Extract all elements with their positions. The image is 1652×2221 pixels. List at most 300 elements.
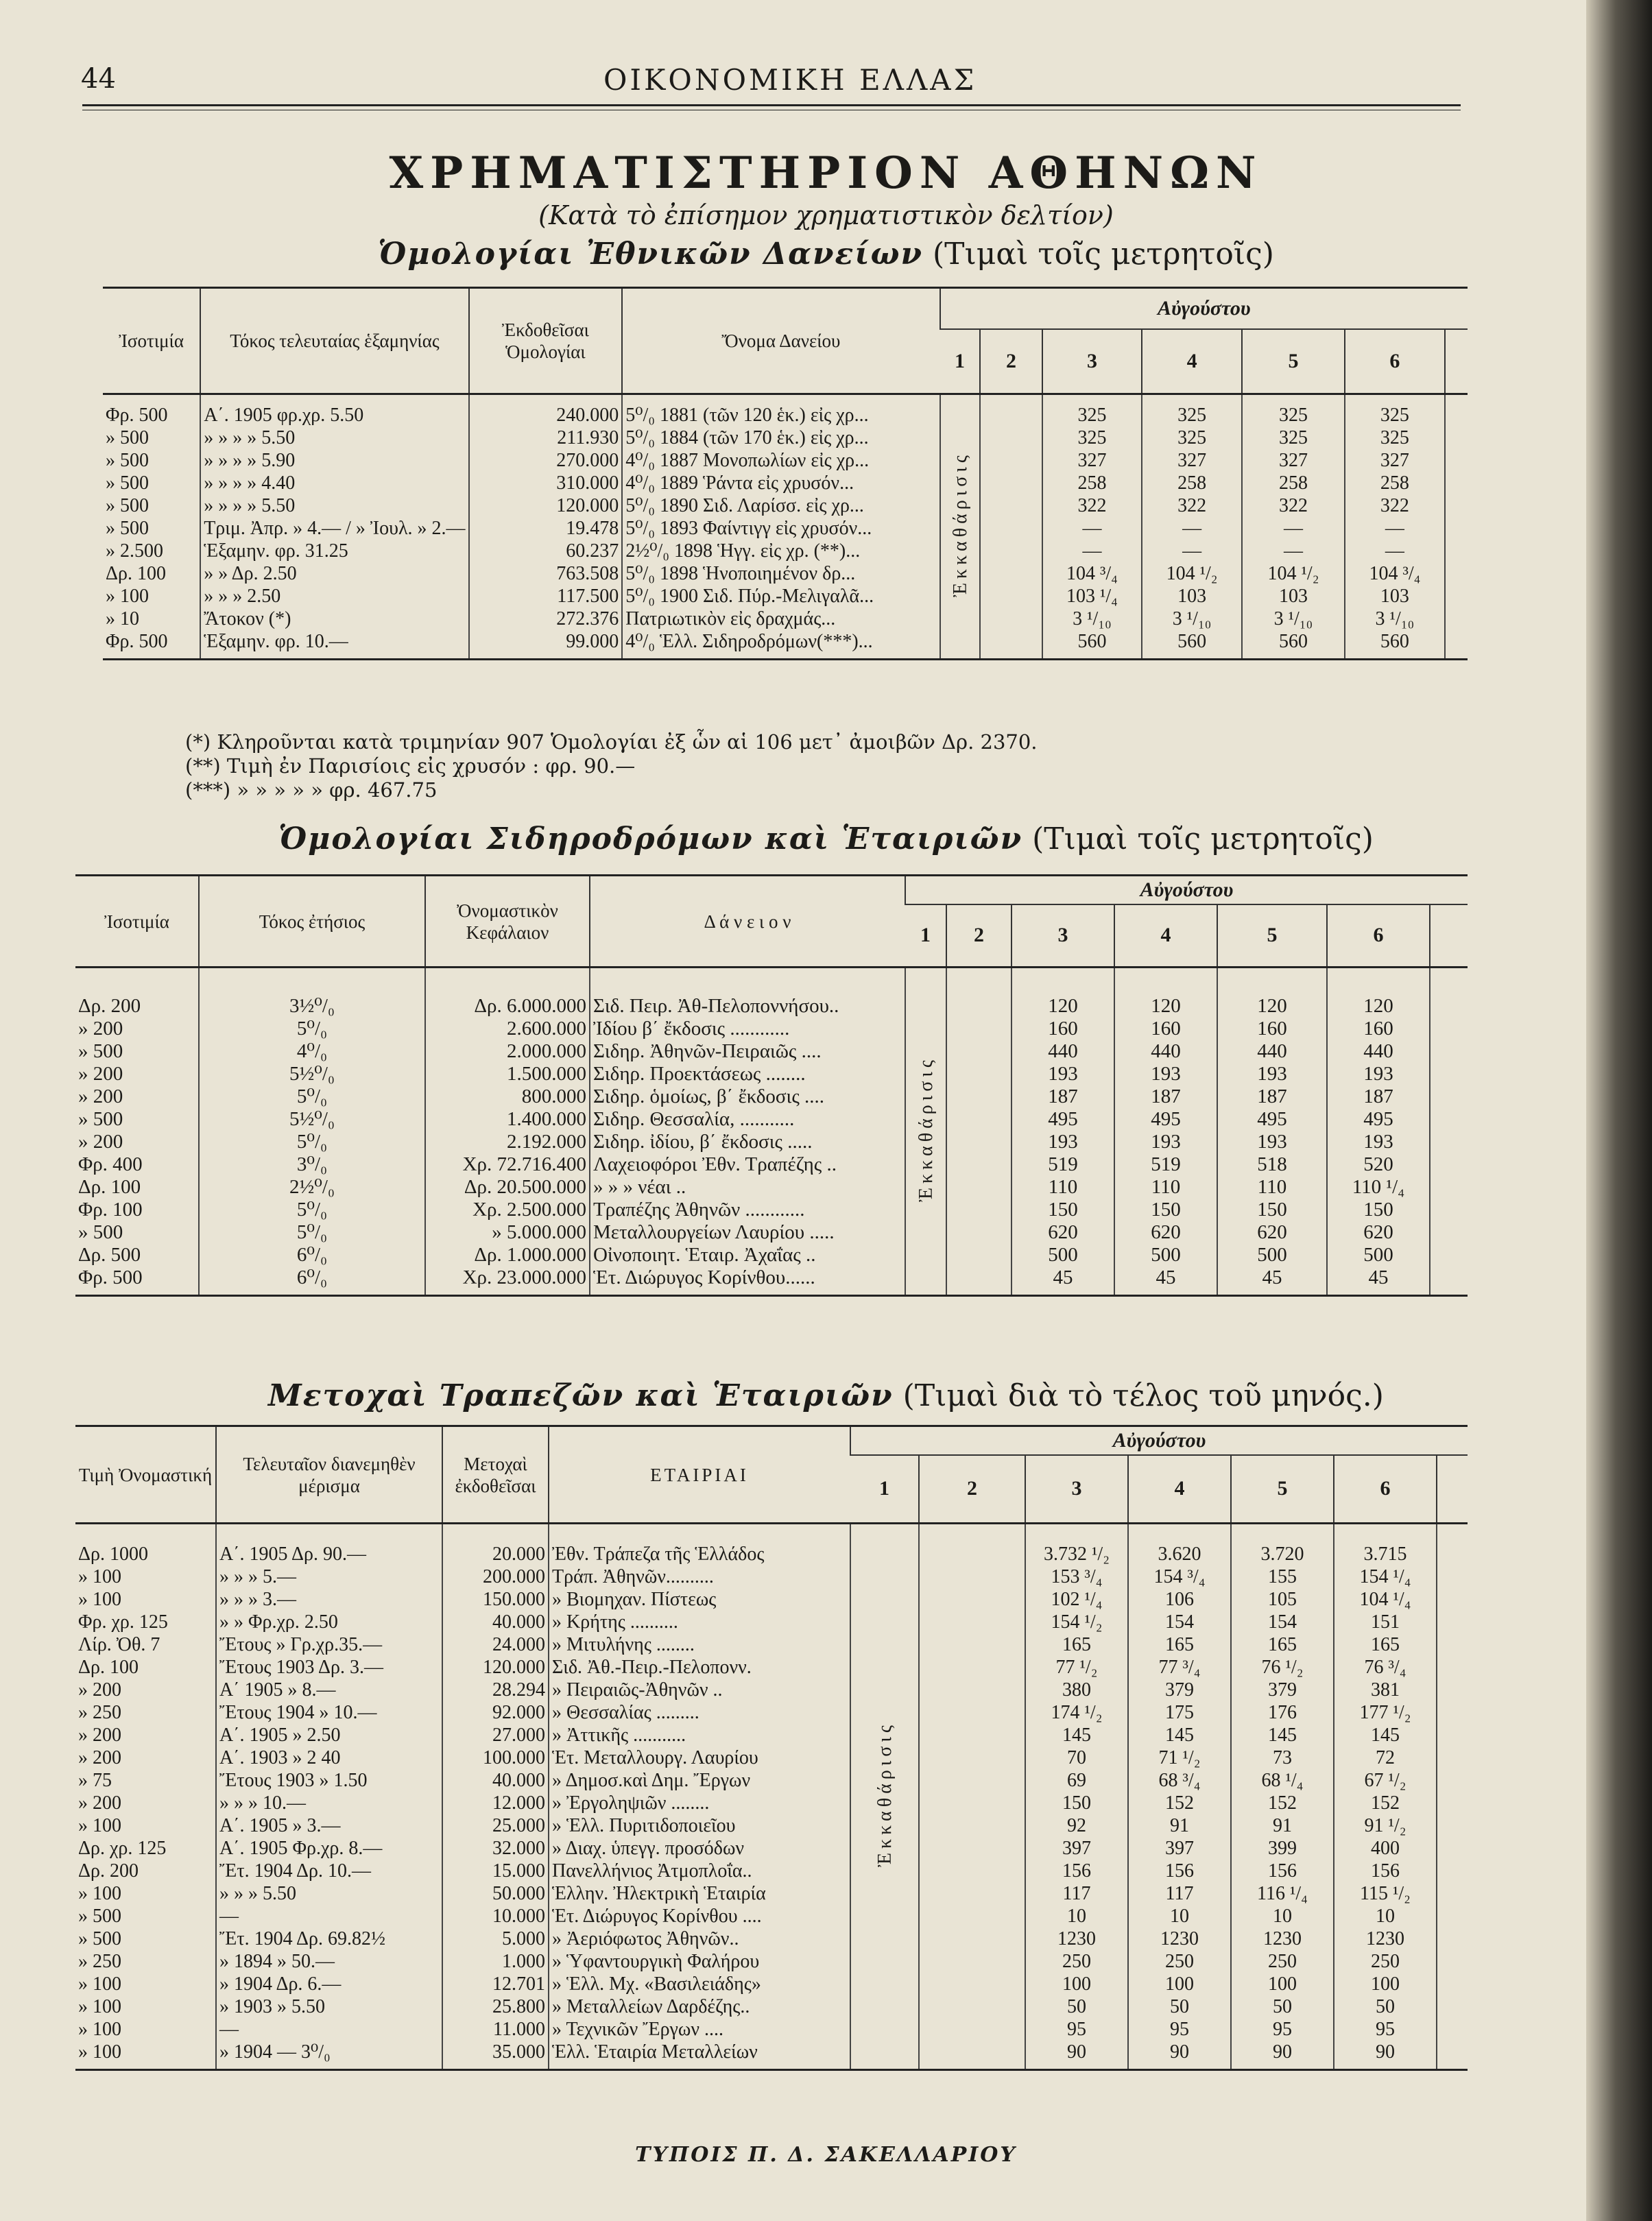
cell-d2: 165: [1025, 1633, 1128, 1656]
table-row: [75, 1153, 1468, 1176]
cell-d5: 322: [1345, 494, 1445, 517]
cell-empty: [946, 1199, 1011, 1221]
cell-mer: Ἔτους 1904 » 10.—: [216, 1701, 442, 1724]
cell-d3: 110: [1114, 1176, 1217, 1199]
cell-d2: 45: [1011, 1266, 1114, 1289]
cell-d2: 145: [1025, 1724, 1128, 1746]
cell-empty: [946, 1040, 1011, 1063]
cell-d4: 90: [1231, 2041, 1334, 2063]
table-row: [75, 1588, 1468, 1611]
cell-d2: 102 ¹/₄: [1025, 1588, 1128, 1611]
cell-d4: 154: [1231, 1611, 1334, 1633]
footnote-2: (**) Τιμὴ ἐν Παρισίοις εἰς χρυσόν : φρ. 90.—: [185, 754, 636, 778]
month-header: Αὐγούστου: [850, 1426, 1468, 1455]
cell-tokos: 5½⁰/₀: [199, 1108, 425, 1131]
table-row: [75, 1656, 1468, 1679]
day-3: 3: [1042, 329, 1142, 394]
cell-tokos: 5⁰/₀: [199, 1085, 425, 1108]
cell-d2: 150: [1011, 1199, 1114, 1221]
cell-d4: 160: [1217, 1018, 1327, 1040]
col-tokos: Τόκος ἐτήσιος: [199, 876, 425, 968]
cell-ekd: 763.508: [469, 562, 623, 585]
cell-kef: Δρ. 6.000.000: [425, 995, 590, 1018]
cell-d3: 325: [1142, 427, 1242, 449]
cell-empty: [919, 1882, 1025, 1905]
col-timi: Τιμὴ Ὀνομαστική: [78, 1464, 213, 1485]
cell-empty: [946, 1063, 1011, 1085]
cell-mer: » 1904 Δρ. 6.—: [216, 1973, 442, 1995]
cell-empty: [1430, 1176, 1468, 1199]
cell-empty: [919, 1769, 1025, 1792]
cell-d2: 322: [1042, 494, 1142, 517]
cell-d2: 327: [1042, 449, 1142, 472]
cell-d5: 193: [1327, 1063, 1430, 1085]
cell-d2: 193: [1011, 1063, 1114, 1085]
cell-empty: [1437, 1701, 1468, 1724]
cell-iso: » 500: [106, 449, 149, 471]
table-row: [75, 1860, 1468, 1882]
section2-heading-bold: Ὁμολογίαι Σιδηροδρόμων καὶ Ἑταιριῶν: [278, 821, 1023, 856]
cell-d4: 1230: [1231, 1928, 1334, 1950]
cell-d4: 105: [1231, 1588, 1334, 1611]
cell-d4: 620: [1217, 1221, 1327, 1244]
cell-kef: Χρ. 2.500.000: [425, 1199, 590, 1221]
section2-heading: [0, 821, 1652, 856]
cell-mer: Α΄. 1903 » 2 40: [216, 1746, 442, 1769]
section1-heading-rest: (Τιμαὶ τοῖς μετρητοῖς): [933, 237, 1274, 272]
cell-empty: [980, 494, 1042, 517]
page-subtitle: (Κατὰ τὸ ἐπίσημον χρηματιστικὸν δελτίον): [538, 200, 1114, 230]
cell-empty: [1430, 995, 1468, 1018]
cell-empty: [919, 1995, 1025, 2018]
cell-empty: [980, 404, 1042, 427]
cell-met: 40.000: [442, 1769, 549, 1792]
cell-d3: 91: [1128, 1814, 1231, 1837]
national-loans-table: [103, 287, 1468, 660]
cell-d2: 10: [1025, 1905, 1128, 1928]
cell-d5: 90: [1334, 2041, 1437, 2063]
cell-d4: 150: [1217, 1199, 1327, 1221]
cell-empty: [1437, 1746, 1468, 1769]
table-row: [75, 1995, 1468, 2018]
cell-mer: Α΄ 1905 » 8.—: [216, 1679, 442, 1701]
cell-timi: Δρ. 1000: [78, 1543, 148, 1565]
cell-iso: Φρ. 500: [78, 1266, 143, 1288]
cell-d5: 1230: [1334, 1928, 1437, 1950]
cell-iso: Φρ. 400: [78, 1153, 143, 1175]
day-4: 4: [1114, 904, 1217, 968]
cell-d3: 152: [1128, 1792, 1231, 1814]
cell-empty: [1430, 1221, 1468, 1244]
cell-d3: 120: [1114, 995, 1217, 1018]
cell-tokos: Α΄. 1905 φρ.χρ. 5.50: [200, 404, 468, 427]
section1-heading: [0, 237, 1652, 272]
cell-empty: [1445, 404, 1468, 427]
cell-name: Τραπέζης Ἀθηνῶν ............: [590, 1199, 905, 1221]
cell-name: » Πειραιῶς-Ἀθηνῶν ..: [549, 1679, 850, 1701]
cell-d4: 10: [1231, 1905, 1334, 1928]
table-row: [103, 517, 1468, 540]
cell-empty: [919, 1656, 1025, 1679]
cell-empty: [1437, 1882, 1468, 1905]
cell-d2: 156: [1025, 1860, 1128, 1882]
cell-d4: 100: [1231, 1973, 1334, 1995]
cell-empty: [919, 1928, 1025, 1950]
cell-tokos: » » » » 4.40: [200, 472, 468, 494]
cell-timi: » 250: [78, 1950, 121, 1972]
cell-empty: [1430, 1266, 1468, 1289]
cell-d2: 397: [1025, 1837, 1128, 1860]
cell-d4: 176: [1231, 1701, 1334, 1724]
cell-d3: —: [1142, 540, 1242, 562]
cell-d5: 151: [1334, 1611, 1437, 1633]
table-row: [75, 1176, 1468, 1199]
cell-d4: 155: [1231, 1565, 1334, 1588]
cell-empty: [1437, 1543, 1468, 1565]
printer-footer: ΤΥΠΟΙΣ Π. Δ. ΣΑΚΕΛΛΑΡΙΟΥ: [635, 2143, 1017, 2167]
table-row: [75, 1565, 1468, 1588]
ekkatharisis-label: Ἐκκαθάρισις: [850, 1524, 919, 2070]
cell-empty: [919, 1973, 1025, 1995]
cell-timi: Φρ. χρ. 125: [78, 1611, 168, 1633]
table-row: [75, 1679, 1468, 1701]
cell-tokos: 5⁰/₀: [199, 1018, 425, 1040]
day-2: 2: [946, 904, 1011, 968]
cell-d5: 560: [1345, 630, 1445, 653]
cell-empty: [980, 540, 1042, 562]
cell-name: 5⁰/₀ 1893 Φαίντιγγ εἰς χρυσόν...: [622, 517, 939, 540]
cell-timi: » 100: [78, 1565, 121, 1587]
cell-empty: [980, 608, 1042, 630]
cell-empty: [1445, 585, 1468, 608]
table-row: [103, 427, 1468, 449]
day-2: 2: [919, 1455, 1025, 1524]
cell-met: 50.000: [442, 1882, 549, 1905]
cell-name: » Δημοσ.καὶ Δημ. Ἔργων: [549, 1769, 850, 1792]
table-row: [75, 1950, 1468, 1973]
cell-kef: Χρ. 72.716.400: [425, 1153, 590, 1176]
cell-tokos: 5½⁰/₀: [199, 1063, 425, 1085]
cell-d5: 50: [1334, 1995, 1437, 2018]
cell-d5: 325: [1345, 404, 1445, 427]
cell-empty: [1430, 1018, 1468, 1040]
cell-iso: Δρ. 100: [78, 1175, 141, 1198]
cell-empty: [919, 1837, 1025, 1860]
col-ekdotheisai: Ἐκδοθεῖσαι Ὁμολογίαι: [469, 288, 623, 394]
cell-timi: Λίρ. Ὀθ. 7: [78, 1633, 160, 1655]
cell-d2: 3.732 ¹/₂: [1025, 1543, 1128, 1565]
cell-d3: 103: [1142, 585, 1242, 608]
cell-d3: 620: [1114, 1221, 1217, 1244]
table-row: [103, 540, 1468, 562]
cell-iso: » 200: [78, 1017, 123, 1040]
cell-ekd: 211.930: [469, 427, 623, 449]
cell-d5: 91 ¹/₂: [1334, 1814, 1437, 1837]
cell-tokos: 5⁰/₀: [199, 1199, 425, 1221]
cell-d3: 117: [1128, 1882, 1231, 1905]
cell-kef: Δρ. 1.000.000: [425, 1244, 590, 1266]
cell-timi: » 100: [78, 1814, 121, 1836]
cell-name: » Κρήτης ..........: [549, 1611, 850, 1633]
cell-met: 100.000: [442, 1746, 549, 1769]
cell-ekd: 310.000: [469, 472, 623, 494]
cell-d5: 104 ¹/₄: [1334, 1588, 1437, 1611]
cell-iso: Φρ. 500: [106, 630, 168, 652]
cell-empty: [919, 1950, 1025, 1973]
cell-d3: 145: [1128, 1724, 1231, 1746]
cell-timi: » 100: [78, 1882, 121, 1904]
cell-d4: 193: [1217, 1131, 1327, 1153]
cell-timi: » 100: [78, 1588, 121, 1610]
cell-d4: 322: [1242, 494, 1345, 517]
cell-name: Σιδηρ. Προεκτάσεως ........: [590, 1063, 905, 1085]
cell-iso: » 500: [106, 472, 149, 494]
section3-heading-rest: (Τιμαὶ διὰ τὸ τέλος τοῦ μηνός.): [902, 1378, 1384, 1413]
cell-kef: 1.400.000: [425, 1108, 590, 1131]
cell-tokos: Ἑξαμην. φρ. 31.25: [200, 540, 468, 562]
day-1: 1: [879, 1477, 889, 1500]
table-row: [75, 1792, 1468, 1814]
cell-timi: Δρ. χρ. 125: [78, 1837, 167, 1859]
cell-empty: [946, 1176, 1011, 1199]
table-row: [75, 1244, 1468, 1266]
cell-d2: —: [1042, 540, 1142, 562]
cell-d2: 77 ¹/₂: [1025, 1656, 1128, 1679]
cell-met: 12.000: [442, 1792, 549, 1814]
cell-mer: » » » 5.50: [216, 1882, 442, 1905]
cell-mer: Ἔτους 1903 » 1.50: [216, 1769, 442, 1792]
day-3: 3: [1025, 1455, 1128, 1524]
cell-kef: 1.500.000: [425, 1063, 590, 1085]
cell-met: 150.000: [442, 1588, 549, 1611]
col-etairiai: ΕΤΑΙΡΙΑΙ: [549, 1426, 850, 1524]
table-row: [75, 1905, 1468, 1928]
table-row: [103, 585, 1468, 608]
railway-bonds-table: [75, 874, 1468, 1297]
cell-name: Ἑλλ. Ἑταιρία Μεταλλείων: [549, 2041, 850, 2063]
cell-d5: 258: [1345, 472, 1445, 494]
cell-tokos: 5⁰/₀: [199, 1131, 425, 1153]
cell-iso: Φρ. 100: [78, 1198, 143, 1221]
cell-d3: 154 ³/₄: [1128, 1565, 1231, 1588]
cell-tokos: 3½⁰/₀: [199, 995, 425, 1018]
cell-empty: [1445, 517, 1468, 540]
cell-met: 5.000: [442, 1928, 549, 1950]
table-row: [75, 1611, 1468, 1633]
cell-name: Ἐθν. Τράπεζα τῆς Ἑλλάδος: [549, 1543, 850, 1565]
cell-d2: 104 ³/₄: [1042, 562, 1142, 585]
footnote-1: (*) Κληροῦνται κατὰ τριμηνίαν 907 Ὁμολογίαι ἐξ ὧν αἱ 106 μετ᾽ ἀμοιβῶν Δρ. 2370.: [185, 730, 1038, 754]
cell-d5: —: [1345, 517, 1445, 540]
cell-iso: » 500: [106, 517, 149, 539]
cell-empty: [1445, 540, 1468, 562]
cell-d4: 50: [1231, 1995, 1334, 2018]
cell-name: Ἑτ. Διώρυγος Κορίνθου ....: [549, 1905, 850, 1928]
cell-d4: 500: [1217, 1244, 1327, 1266]
cell-ekd: 272.376: [469, 608, 623, 630]
cell-ekd: 270.000: [469, 449, 623, 472]
cell-name: 5⁰/₀ 1884 (τῶν 170 ἑκ.) εἰς χρ...: [622, 427, 939, 449]
cell-empty: [946, 1153, 1011, 1176]
cell-d5: 3 ¹/₁₀: [1345, 608, 1445, 630]
day-6: 6: [1334, 1455, 1437, 1524]
cell-met: 200.000: [442, 1565, 549, 1588]
cell-d5: 187: [1327, 1085, 1430, 1108]
cell-name: Ἑτ. Μεταλλουργ. Λαυρίου: [549, 1746, 850, 1769]
table-row: [75, 1882, 1468, 1905]
cell-d5: 76 ³/₄: [1334, 1656, 1437, 1679]
table-row: [75, 1018, 1468, 1040]
cell-d4: —: [1242, 517, 1345, 540]
cell-d5: 152: [1334, 1792, 1437, 1814]
cell-name: » Τεχνικῶν Ἔργων ....: [549, 2018, 850, 2041]
cell-kef: 2.600.000: [425, 1018, 590, 1040]
cell-empty: [1437, 1611, 1468, 1633]
cell-iso: » 100: [106, 585, 149, 607]
table-row: [75, 1221, 1468, 1244]
cell-name: Λαχειοφόροι Ἐθν. Τραπέζης ..: [590, 1153, 905, 1176]
cell-mer: Α΄. 1905 Φρ.χρ. 8.—: [216, 1837, 442, 1860]
cell-empty: [980, 427, 1042, 449]
cell-name: 5⁰/₀ 1898 Ἡνοποιημένον δρ...: [622, 562, 939, 585]
cell-d3: 495: [1114, 1108, 1217, 1131]
cell-d3: 560: [1142, 630, 1242, 653]
cell-d4: 399: [1231, 1837, 1334, 1860]
cell-tokos: » » » 2.50: [200, 585, 468, 608]
cell-empty: [980, 449, 1042, 472]
cell-d4: 327: [1242, 449, 1345, 472]
cell-d4: 518: [1217, 1153, 1327, 1176]
cell-d4: 325: [1242, 427, 1345, 449]
cell-d2: 325: [1042, 404, 1142, 427]
cell-d3: 45: [1114, 1266, 1217, 1289]
cell-empty: [1437, 1565, 1468, 1588]
table-row: [103, 630, 1468, 653]
day-3: 3: [1011, 904, 1114, 968]
cell-d3: 77 ³/₄: [1128, 1656, 1231, 1679]
cell-d2: 150: [1025, 1792, 1128, 1814]
table-row: [75, 1973, 1468, 1995]
cell-d5: 104 ³/₄: [1345, 562, 1445, 585]
section3-heading: [0, 1378, 1652, 1413]
cell-iso: » 500: [106, 427, 149, 448]
cell-d4: 156: [1231, 1860, 1334, 1882]
cell-name: Σιδηρ. ὁμοίως, β΄ ἔκδοσις ....: [590, 1085, 905, 1108]
cell-mer: Ἔτ. 1904 Δρ. 69.82½: [216, 1928, 442, 1950]
cell-empty: [919, 1633, 1025, 1656]
cell-d4: 3 ¹/₁₀: [1242, 608, 1345, 630]
cell-d4: 440: [1217, 1040, 1327, 1063]
book-spine-shadow: [1586, 0, 1652, 2221]
cell-d3: 50: [1128, 1995, 1231, 2018]
page-title: ΧΡΗΜΑΤΙΣΤΗΡΙΟΝ ΑΘΗΝΩΝ: [389, 147, 1263, 199]
cell-d2: 519: [1011, 1153, 1114, 1176]
cell-empty: [946, 1221, 1011, 1244]
cell-d5: 165: [1334, 1633, 1437, 1656]
cell-empty: [980, 517, 1042, 540]
cell-name: » Ἑλλ. Μχ. «Βασιλειάδης»: [549, 1973, 850, 1995]
cell-d5: 400: [1334, 1837, 1437, 1860]
cell-met: 24.000: [442, 1633, 549, 1656]
footnote-3: (***) » » » » » φρ. 467.75: [185, 778, 438, 802]
cell-d3: 397: [1128, 1837, 1231, 1860]
cell-tokos: » » » » 5.50: [200, 494, 468, 517]
cell-timi: » 100: [78, 1995, 121, 2017]
cell-name: 4⁰/₀ 1889 Ῥάντα εἰς χρυσόν...: [622, 472, 939, 494]
cell-tokos: Τριμ. Ἀπρ. » 4.— / » Ἰουλ. » 2.—: [200, 517, 468, 540]
cell-name: Ἑτ. Διώρυγος Κορίνθου......: [590, 1266, 905, 1289]
cell-d2: 90: [1025, 2041, 1128, 2063]
cell-d2: 95: [1025, 2018, 1128, 2041]
cell-timi: » 100: [78, 1973, 121, 1995]
cell-iso: Δρ. 200: [78, 994, 141, 1017]
cell-d3: 3.620: [1128, 1543, 1231, 1565]
col-isotimia: Ἰσοτιμία: [119, 331, 184, 351]
cell-d5: 103: [1345, 585, 1445, 608]
cell-empty: [919, 1746, 1025, 1769]
cell-name: » Βιομηχαν. Πίστεως: [549, 1588, 850, 1611]
cell-d3: 10: [1128, 1905, 1231, 1928]
cell-name: » Ὑφαντουργικὴ Φαλήρου: [549, 1950, 850, 1973]
cell-empty: [919, 1792, 1025, 1814]
cell-empty: [919, 1679, 1025, 1701]
cell-ekd: 117.500: [469, 585, 623, 608]
cell-d4: 258: [1242, 472, 1345, 494]
cell-name: Ἰδίου β΄ ἔκδοσις ............: [590, 1018, 905, 1040]
cell-empty: [1445, 472, 1468, 494]
cell-d2: 154 ¹/₂: [1025, 1611, 1128, 1633]
cell-d5: 156: [1334, 1860, 1437, 1882]
cell-d3: 250: [1128, 1950, 1231, 1973]
cell-d3: 193: [1114, 1131, 1217, 1153]
cell-d5: 115 ¹/₂: [1334, 1882, 1437, 1905]
cell-met: 35.000: [442, 2041, 549, 2063]
day-1: 1: [920, 924, 931, 947]
cell-kef: » 5.000.000: [425, 1221, 590, 1244]
cell-d2: 153 ³/₄: [1025, 1565, 1128, 1588]
cell-d5: 495: [1327, 1108, 1430, 1131]
cell-d3: 160: [1114, 1018, 1217, 1040]
cell-d5: 325: [1345, 427, 1445, 449]
cell-name: Σιδηρ. Ἀθηνῶν-Πειραιῶς ....: [590, 1040, 905, 1063]
cell-d3: —: [1142, 517, 1242, 540]
cell-d4: 193: [1217, 1063, 1327, 1085]
cell-kef: Δρ. 20.500.000: [425, 1176, 590, 1199]
cell-d2: 187: [1011, 1085, 1114, 1108]
cell-d2: 258: [1042, 472, 1142, 494]
cell-d2: 110: [1011, 1176, 1114, 1199]
cell-d4: 95: [1231, 2018, 1334, 2041]
cell-d4: 120: [1217, 995, 1327, 1018]
cell-empty: [1445, 449, 1468, 472]
cell-empty: [1437, 2018, 1468, 2041]
cell-d2: 495: [1011, 1108, 1114, 1131]
table-row: [75, 1085, 1468, 1108]
cell-ekd: 19.478: [469, 517, 623, 540]
cell-met: 120.000: [442, 1656, 549, 1679]
cell-empty: [946, 995, 1011, 1018]
cell-empty: [980, 472, 1042, 494]
cell-empty: [919, 2018, 1025, 2041]
cell-d5: 120: [1327, 995, 1430, 1018]
cell-empty: [1437, 1633, 1468, 1656]
cell-name: Τράπ. Ἀθηνῶν..........: [549, 1565, 850, 1588]
cell-empty: [1430, 1108, 1468, 1131]
cell-d5: 3.715: [1334, 1543, 1437, 1565]
cell-name: » Ἀττικῆς ...........: [549, 1724, 850, 1746]
table-row: [103, 562, 1468, 585]
cell-d4: 104 ¹/₂: [1242, 562, 1345, 585]
